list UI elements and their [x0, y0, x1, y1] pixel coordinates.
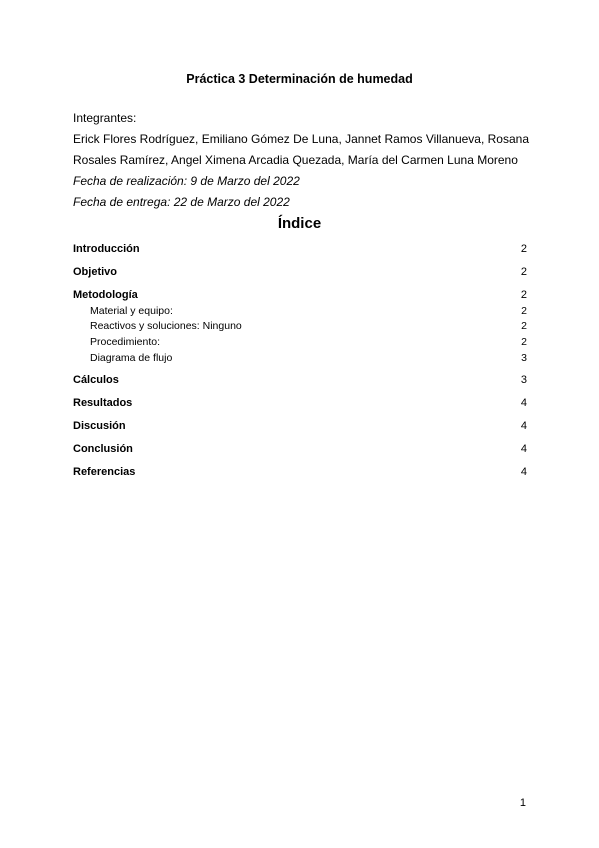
toc-item-label: Introducción [73, 243, 140, 255]
members-line-1: Erick Flores Rodríguez, Emiliano Gómez De Luna, Jannet Ramos Villanueva, Rosana [73, 132, 529, 146]
toc-item-label: Metodología [73, 289, 138, 301]
toc-item-conclusion[interactable] [73, 443, 527, 455]
document-title: Práctica 3 Determinación de humedad [186, 72, 413, 86]
toc-item-calculos[interactable] [73, 374, 527, 386]
page-number: 1 [519, 797, 526, 809]
members-label: Integrantes: [73, 111, 137, 125]
toc-item-metodologia[interactable] [73, 289, 527, 301]
toc-item-page: 2 [521, 320, 527, 332]
toc-item-label: Resultados [73, 397, 133, 409]
toc-item-page: 4 [520, 466, 527, 478]
toc-item-page: 3 [520, 374, 527, 386]
toc-item-objetivo[interactable] [73, 266, 527, 278]
toc-item-page: 2 [521, 305, 527, 317]
toc-item-material-y-equipo[interactable] [90, 305, 527, 317]
toc-item-procedimiento[interactable] [90, 336, 527, 348]
toc-item-page: 2 [520, 289, 527, 301]
toc-item-label: Objetivo [73, 266, 118, 278]
toc-item-reactivos[interactable] [90, 320, 527, 332]
toc-item-label: Procedimiento: [90, 336, 161, 348]
toc-item-resultados[interactable] [73, 397, 527, 409]
toc-item-diagrama-de-flujo[interactable] [90, 352, 527, 364]
toc-item-referencias[interactable] [73, 466, 527, 478]
toc-item-label: Diagrama de flujo [90, 352, 173, 364]
toc-item-label: Referencias [73, 466, 136, 478]
toc-item-page: 2 [520, 266, 527, 278]
toc-item-page: 2 [521, 336, 527, 348]
date-done: Fecha de realización: 9 de Marzo del 2022 [73, 174, 300, 188]
toc-item-label: Reactivos y soluciones: Ninguno [90, 320, 242, 332]
toc-item-discusion[interactable] [73, 420, 527, 432]
toc-item-label: Cálculos [73, 374, 119, 386]
toc-item-page: 4 [520, 420, 527, 432]
toc-item-page: 2 [520, 243, 527, 255]
toc-item-page: 4 [520, 397, 527, 409]
toc-item-introduccion[interactable] [73, 243, 527, 255]
toc-item-page: 3 [521, 352, 527, 364]
members-line-2: Rosales Ramírez, Angel Ximena Arcadia Quezada, María del Carmen Luna Moreno [73, 153, 518, 167]
toc-item-label: Material y equipo: [90, 305, 173, 317]
toc-item-label: Conclusión [73, 443, 133, 455]
date-delivered: Fecha de entrega: 22 de Marzo del 2022 [73, 195, 290, 209]
toc-item-label: Discusión [73, 420, 126, 432]
index-title: Índice [277, 215, 322, 232]
toc-item-page: 4 [520, 443, 527, 455]
